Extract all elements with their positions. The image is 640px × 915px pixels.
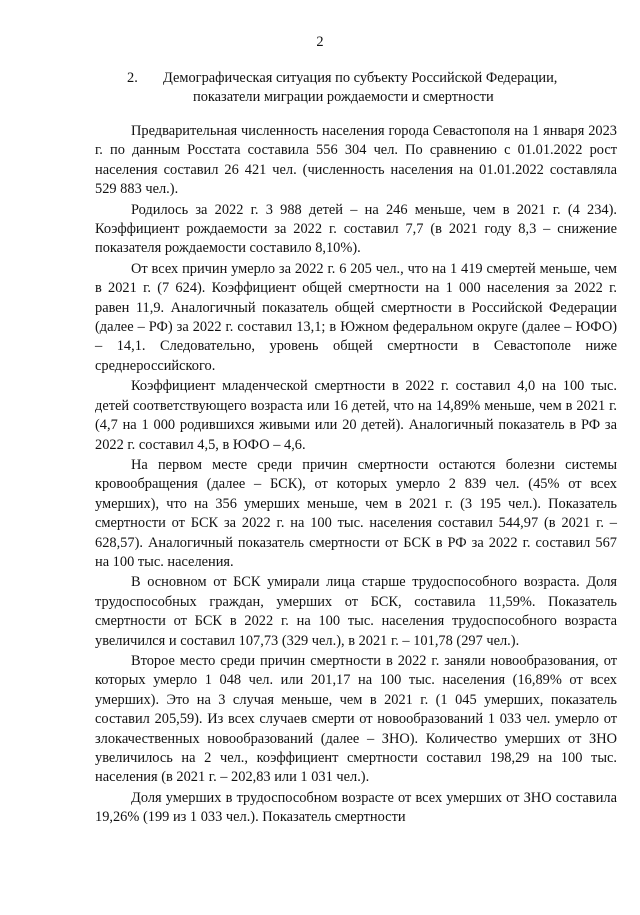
section-number: 2. — [127, 70, 138, 86]
paragraph-neoplasms: Второе место среди причин смертности в 2022 г. заняли новообразования, от которых умерло 1 048 чел. или 201,17 на 100 тыс. населения (16,89% от всех умерших). Это на 3 случая меньше, чем в 2021 г. (1 045 умерших, показатель составил 205,59). Из всех случаев смерти от новообразований 1 033 чел. умерло от злокачественных новообразований (далее – ЗНО). Количество умерших от ЗНО увеличилось на 2 чел., коэффициент смертности составил 198,29 на 100 тыс. населения (в 2021 г. – 202,83 или 1 031 чел.). — [95, 652, 617, 786]
section-title-line-1: Демографическая ситуация по субъекту Российской Федерации, — [163, 70, 558, 86]
paragraph-working-age-zno: Доля умерших в трудоспособном возрасте от всех умерших от ЗНО составила 19,26% (199 из 1 033 чел.). Показатель смертности — [95, 789, 617, 826]
document-body — [95, 122, 617, 828]
paragraph-infant-mortality: Коэффициент младенческой смертности в 2022 г. составил 4,0 на 100 тыс. детей соответствующего возраста или 16 детей, что на 14,89% меньше, чем в 2021 г. (4,7 на 1 000 родившихся живыми или 20 детей). Аналогичный показатель в РФ за 2022 г. составил 4,5, в ЮФО – 4,6. — [95, 378, 617, 453]
page-number: 2 — [316, 34, 324, 50]
paragraph-population: Предварительная численность населения города Севастополя на 1 января 2023 г. по данным Росстата составила 556 304 чел. По сравнению с 01.01.2022 рост населения составил 26 421 чел. (численность населения на 01.01.2022 составляла 529 883 чел.). — [95, 123, 617, 198]
paragraph-mortality: От всех причин умерло за 2022 г. 6 205 чел., что на 1 419 смертей меньше, чем в 2021 г. (7 624). Коэффициент общей смертности на 1 000 населения за 2022 г. равен 11,9. Аналогичный показатель общей смертности в Российской Федерации (далее – РФ) за 2022 г. составил 13,1; в Южном федеральном округе (далее – ЮФО) – 14,1. Следовательно, уровень общей смертности в Севастополе ниже среднероссийского. — [95, 260, 617, 374]
paragraph-working-age-bsk: В основном от БСК умирали лица старше трудоспособного возраста. Доля трудоспособных граждан, умерших от БСК, составила 11,59%. Показатель смертности от БСК в 2022 г. на 100 тыс. населения трудоспособного возраста увеличился и составил 107,73 (329 чел.), в 2021 г. – 101,78 (297 чел.). — [95, 574, 617, 649]
section-title-line-2: показатели миграции рождаемости и смертности — [193, 89, 494, 105]
paragraph-births: Родилось за 2022 г. 3 988 детей – на 246 меньше, чем в 2021 г. (4 234). Коэффициент рождаемости за 2022 г. составил 7,7 (в 2021 году 8,3 – снижение показателя рождаемости составило 8,10%). — [95, 201, 617, 257]
paragraph-circulatory-diseases: На первом месте среди причин смертности остаются болезни системы кровообращения (далее – БСК), от которых умерло 2 839 чел. (45% от всех умерших), что на 356 умерших меньше, чем в 2021 г. (3 195 чел.). Показатель смертности от БСК за 2022 г. на 100 тыс. населения составил 544,97 (в 2021 г. – 628,57). Аналогичный показатель смертности от БСК в РФ за 2022 г. составил 567 на 100 тыс. населения. — [95, 456, 617, 570]
